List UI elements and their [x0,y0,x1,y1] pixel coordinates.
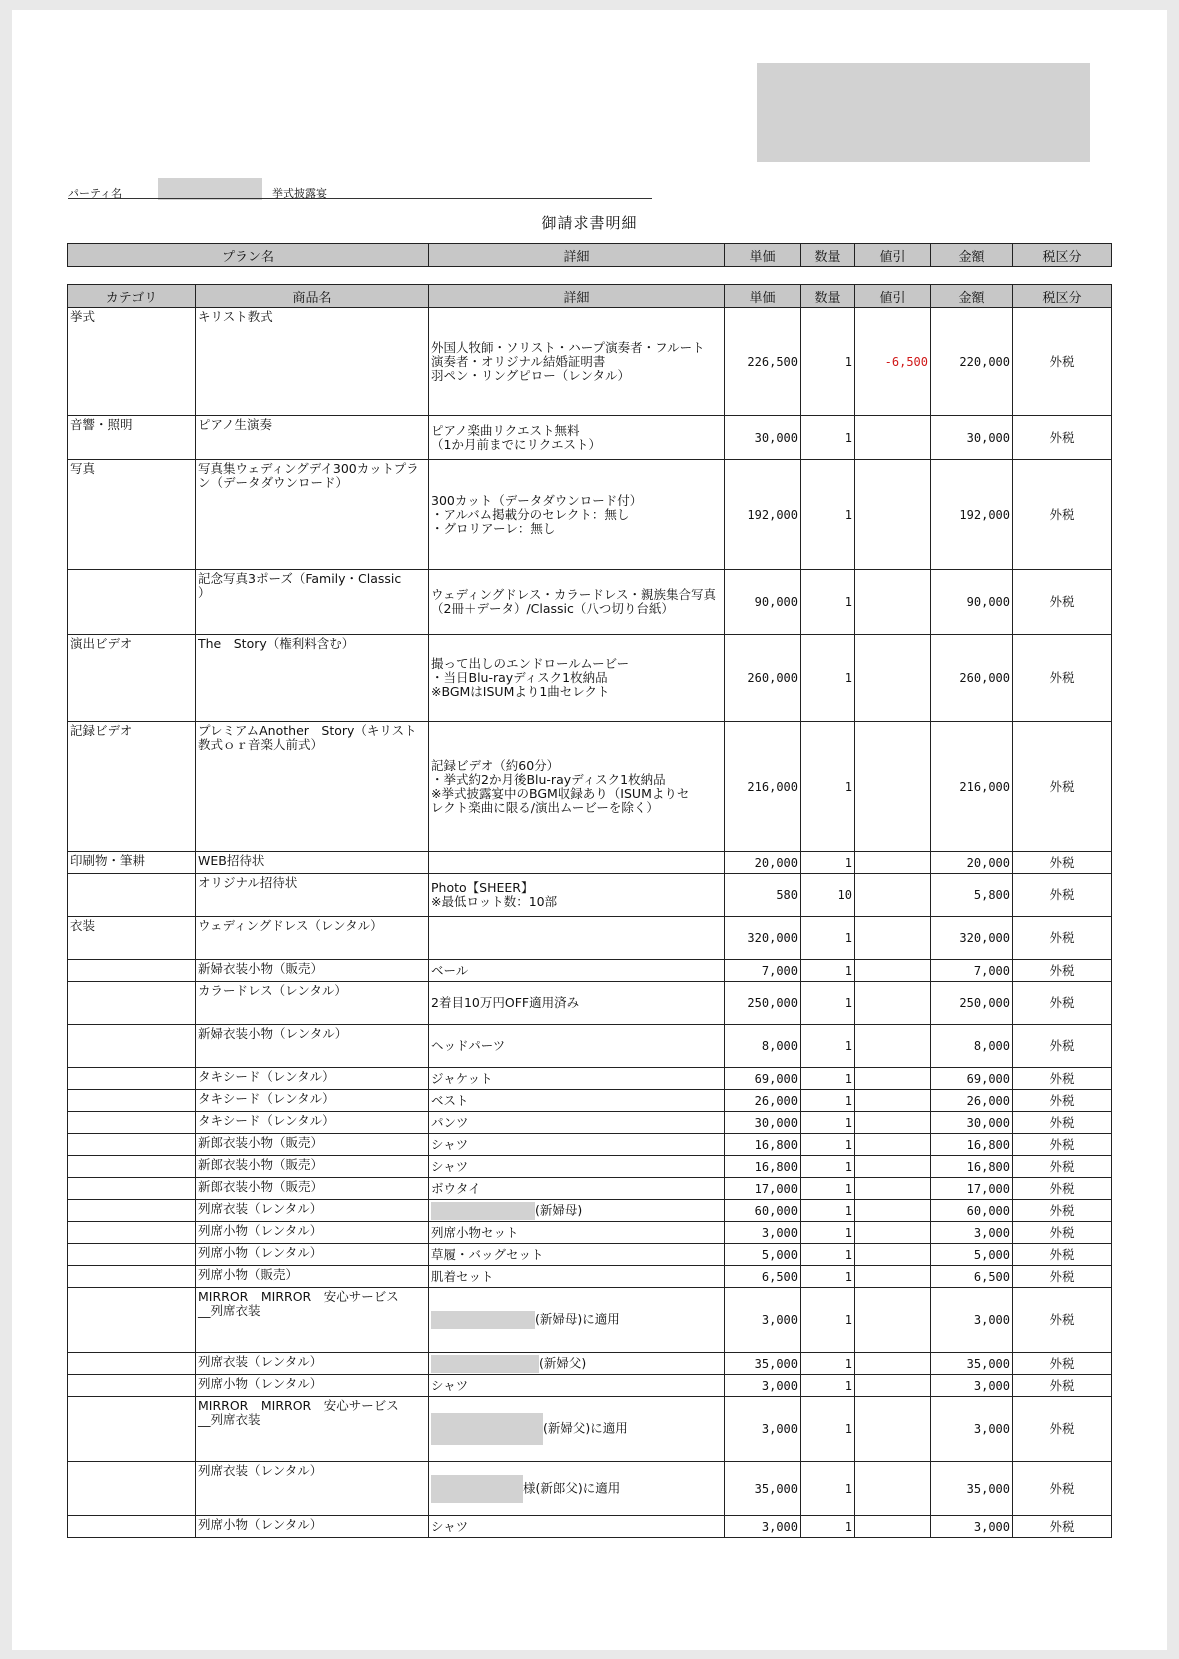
header-tax: 税区分 [1013,244,1112,267]
tax-class-cell: 外税 [1013,1288,1112,1353]
unit-price-cell: 320,000 [725,917,801,960]
amount-cell: 90,000 [931,570,1013,635]
unit-price-cell: 17,000 [725,1178,801,1200]
product-name-cell: MIRROR MIRROR 安心サービス __列席衣装 [196,1288,429,1353]
discount-cell [855,1244,931,1266]
category-cell [68,960,196,982]
party-label: パーティ名 [68,187,123,200]
detail-cell: パンツ [429,1112,725,1134]
detail-cell: ピアノ楽曲リクエスト無料 （1か月前までにリクエスト） [429,416,725,460]
product-name-cell: 列席衣装（レンタル） [196,1462,429,1516]
table-row [68,1244,1112,1266]
tax-class-cell: 外税 [1013,960,1112,982]
product-name-cell: 新郎衣装小物（販売） [196,1178,429,1200]
redacted-name [431,1355,539,1373]
category-cell: 衣装 [68,917,196,960]
table-row [68,874,1112,917]
quantity-cell: 1 [801,1178,855,1200]
redacted-logo-block [757,63,1090,162]
detail-cell [429,917,725,960]
amount-cell: 5,000 [931,1244,1013,1266]
unit-price-cell: 30,000 [725,416,801,460]
category-cell [68,1397,196,1462]
tax-class-cell: 外税 [1013,1353,1112,1375]
quantity-cell: 1 [801,1222,855,1244]
table-row [68,1353,1112,1375]
amount-cell: 3,000 [931,1222,1013,1244]
product-name-cell: ピアノ生演奏 [196,416,429,460]
plan-header-table [67,243,1112,267]
table-row [68,1266,1112,1288]
amount-cell: 17,000 [931,1178,1013,1200]
unit-price-cell: 60,000 [725,1200,801,1222]
unit-price-cell: 20,000 [725,852,801,874]
category-cell [68,874,196,917]
quantity-cell: 10 [801,874,855,917]
category-cell [68,1134,196,1156]
product-name-cell: 記念写真3ポーズ（Family・Classic ） [196,570,429,635]
detail-cell: シャツ [429,1375,725,1397]
quantity-cell: 1 [801,917,855,960]
table-row [68,416,1112,460]
product-name-cell: タキシード（レンタル） [196,1068,429,1090]
discount-cell [855,1068,931,1090]
discount-cell [855,1090,931,1112]
header-amount: 金額 [931,285,1013,308]
quantity-cell: 1 [801,1090,855,1112]
discount-cell [855,874,931,917]
unit-price-cell: 35,000 [725,1462,801,1516]
header-unit-price: 単価 [725,285,801,308]
amount-cell: 6,500 [931,1266,1013,1288]
category-cell: 演出ビデオ [68,635,196,722]
discount-cell [855,1156,931,1178]
tax-class-cell: 外税 [1013,1068,1112,1090]
detail-cell: 肌着セット [429,1266,725,1288]
discount-cell [855,1025,931,1068]
tax-class-cell: 外税 [1013,1266,1112,1288]
detail-cell: ジャケット [429,1068,725,1090]
header-amount: 金額 [931,244,1013,267]
detail-cell: Photo【SHEER】 ※最低ロット数：10部 [429,874,725,917]
product-name-cell: プレミアムAnother Story（キリスト教式ｏｒ音楽人前式） [196,722,429,852]
tax-class-cell: 外税 [1013,1134,1112,1156]
category-cell [68,1266,196,1288]
product-name-cell: 列席小物（レンタル） [196,1244,429,1266]
tax-class-cell: 外税 [1013,570,1112,635]
table-row [68,460,1112,570]
amount-cell: 8,000 [931,1025,1013,1068]
redacted-name [431,1311,535,1329]
product-name-cell: ウェディングドレス（レンタル） [196,917,429,960]
tax-class-cell: 外税 [1013,1244,1112,1266]
amount-cell: 3,000 [931,1288,1013,1353]
unit-price-cell: 250,000 [725,982,801,1025]
product-name-cell: カラードレス（レンタル） [196,982,429,1025]
tax-class-cell: 外税 [1013,1462,1112,1516]
quantity-cell: 1 [801,722,855,852]
category-cell: 挙式 [68,308,196,416]
header-tax: 税区分 [1013,285,1112,308]
unit-price-cell: 3,000 [725,1288,801,1353]
detail-cell: 記録ビデオ（約60分） ・挙式約2か月後Blu-rayディスク1枚納品 ※挙式披露宴中のBGM収録あり（ISUMよりセ レクト楽曲に限る/演出ムービーを除く） [429,722,725,852]
detail-text: (新婦父) [539,1355,587,1370]
discount-cell [855,570,931,635]
amount-cell: 220,000 [931,308,1013,416]
product-name-cell: タキシード（レンタル） [196,1090,429,1112]
category-cell [68,1178,196,1200]
table-row [68,308,1112,416]
unit-price-cell: 16,800 [725,1134,801,1156]
unit-price-cell: 3,000 [725,1222,801,1244]
header-discount: 値引 [855,244,931,267]
category-cell [68,1068,196,1090]
unit-price-cell: 90,000 [725,570,801,635]
category-cell [68,982,196,1025]
product-name-cell: 新郎衣装小物（販売） [196,1156,429,1178]
detail-cell [429,1288,725,1353]
category-cell [68,1288,196,1353]
detail-text: 様(新郎父)に適用 [523,1480,621,1495]
tax-class-cell: 外税 [1013,635,1112,722]
discount-cell [855,1462,931,1516]
unit-price-cell: 216,000 [725,722,801,852]
product-name-cell: タキシード（レンタル） [196,1112,429,1134]
quantity-cell: 1 [801,1375,855,1397]
detail-cell: 草履・バッグセット [429,1244,725,1266]
unit-price-cell: 69,000 [725,1068,801,1090]
product-name-cell: WEB招待状 [196,852,429,874]
product-name-cell: 列席小物（レンタル） [196,1516,429,1538]
category-cell [68,1462,196,1516]
category-cell: 写真 [68,460,196,570]
quantity-cell: 1 [801,1353,855,1375]
tax-class-cell: 外税 [1013,1112,1112,1134]
tax-class-cell: 外税 [1013,1178,1112,1200]
tax-class-cell: 外税 [1013,982,1112,1025]
detail-cell [429,1200,725,1222]
tax-class-cell: 外税 [1013,917,1112,960]
table-row [68,960,1112,982]
detail-cell [429,1397,725,1462]
amount-cell: 16,800 [931,1156,1013,1178]
header-qty: 数量 [801,244,855,267]
category-cell [68,1375,196,1397]
header-product-name: 商品名 [196,285,429,308]
category-cell [68,1353,196,1375]
amount-cell: 7,000 [931,960,1013,982]
table-row [68,1178,1112,1200]
unit-price-cell: 30,000 [725,1112,801,1134]
tax-class-cell: 外税 [1013,1200,1112,1222]
discount-cell [855,1375,931,1397]
quantity-cell: 1 [801,1266,855,1288]
unit-price-cell: 6,500 [725,1266,801,1288]
detail-cell: シャツ [429,1516,725,1538]
quantity-cell: 1 [801,1068,855,1090]
tax-class-cell: 外税 [1013,1025,1112,1068]
unit-price-cell: 7,000 [725,960,801,982]
tax-class-cell: 外税 [1013,460,1112,570]
table-row [68,917,1112,960]
product-name-cell: 新婦衣装小物（レンタル） [196,1025,429,1068]
discount-cell: -6,500 [855,308,931,416]
amount-cell: 60,000 [931,1200,1013,1222]
discount-cell [855,1178,931,1200]
discount-cell [855,1397,931,1462]
product-name-cell: 列席小物（レンタル） [196,1222,429,1244]
tax-class-cell: 外税 [1013,1156,1112,1178]
quantity-cell: 1 [801,1134,855,1156]
amount-cell: 250,000 [931,982,1013,1025]
category-cell [68,1222,196,1244]
detail-cell: シャツ [429,1134,725,1156]
discount-cell [855,460,931,570]
quantity-cell: 1 [801,1112,855,1134]
redacted-name [431,1413,543,1445]
quantity-cell: 1 [801,1288,855,1353]
product-name-cell: 新郎衣装小物（販売） [196,1134,429,1156]
table-row [68,1375,1112,1397]
discount-cell [855,1200,931,1222]
discount-cell [855,917,931,960]
party-line [68,176,652,199]
category-cell [68,1516,196,1538]
discount-cell [855,1134,931,1156]
header-detail: 詳細 [429,285,725,308]
tax-class-cell: 外税 [1013,1222,1112,1244]
unit-price-cell: 260,000 [725,635,801,722]
table-row [68,1222,1112,1244]
detail-cell [429,852,725,874]
amount-cell: 216,000 [931,722,1013,852]
table-row [68,1090,1112,1112]
item-header-row [68,285,1112,308]
amount-cell: 16,800 [931,1134,1013,1156]
table-row [68,1462,1112,1516]
product-name-cell: 写真集ウェディングデイ300カットプラン（データダウンロード） [196,460,429,570]
header-plan-name: プラン名 [68,244,429,267]
amount-cell: 192,000 [931,460,1013,570]
detail-cell [429,1353,725,1375]
category-cell: 音響・照明 [68,416,196,460]
detail-text: (新婦父)に適用 [543,1420,628,1436]
plan-header-row [68,244,1112,267]
detail-cell: ベール [429,960,725,982]
quantity-cell: 1 [801,635,855,722]
discount-cell [855,960,931,982]
quantity-cell: 1 [801,1462,855,1516]
discount-cell [855,1516,931,1538]
table-row [68,1025,1112,1068]
table-row [68,1288,1112,1353]
table-row [68,722,1112,852]
product-name-cell: MIRROR MIRROR 安心サービス __列席衣装 [196,1397,429,1462]
category-cell [68,1200,196,1222]
unit-price-cell: 192,000 [725,460,801,570]
header-qty: 数量 [801,285,855,308]
category-cell: 記録ビデオ [68,722,196,852]
item-body [68,308,1112,1538]
detail-cell: 300カット（データダウンロード付） ・アルバム掲載分のセレクト：無し ・グロリアーレ：無し [429,460,725,570]
category-cell [68,1244,196,1266]
table-row [68,1112,1112,1134]
amount-cell: 3,000 [931,1516,1013,1538]
amount-cell: 30,000 [931,416,1013,460]
unit-price-cell: 3,000 [725,1516,801,1538]
table-row [68,1156,1112,1178]
unit-price-cell: 16,800 [725,1156,801,1178]
tax-class-cell: 外税 [1013,1375,1112,1397]
product-name-cell: 列席小物（販売） [196,1266,429,1288]
product-name-cell: オリジナル招待状 [196,874,429,917]
unit-price-cell: 8,000 [725,1025,801,1068]
category-cell [68,1090,196,1112]
discount-cell [855,1112,931,1134]
redacted-name [431,1475,523,1503]
detail-cell: 外国人牧師・ソリスト・ハープ演奏者・フルート 演奏者・オリジナル結婚証明書 羽ペン・リングピロー（レンタル） [429,308,725,416]
detail-cell: シャツ [429,1156,725,1178]
discount-cell [855,416,931,460]
detail-cell [429,1462,725,1516]
amount-cell: 35,000 [931,1353,1013,1375]
invoice-items-table [67,284,1112,1538]
product-name-cell: The Story（権利料含む） [196,635,429,722]
amount-cell: 320,000 [931,917,1013,960]
unit-price-cell: 5,000 [725,1244,801,1266]
category-cell [68,1025,196,1068]
detail-cell: ベスト [429,1090,725,1112]
amount-cell: 26,000 [931,1090,1013,1112]
header-unit-price: 単価 [725,244,801,267]
tax-class-cell: 外税 [1013,416,1112,460]
product-name-cell: キリスト教式 [196,308,429,416]
amount-cell: 69,000 [931,1068,1013,1090]
redacted-name [431,1202,535,1220]
amount-cell: 20,000 [931,852,1013,874]
category-cell [68,570,196,635]
tax-class-cell: 外税 [1013,722,1112,852]
tax-class-cell: 外税 [1013,308,1112,416]
table-row [68,852,1112,874]
detail-cell: 列席小物セット [429,1222,725,1244]
detail-cell: ヘッドパーツ [429,1025,725,1068]
document-title: 御請求書明細 [541,214,638,232]
discount-cell [855,1222,931,1244]
tax-class-cell: 外税 [1013,852,1112,874]
header-discount: 値引 [855,285,931,308]
quantity-cell: 1 [801,1200,855,1222]
tax-class-cell: 外税 [1013,1397,1112,1462]
discount-cell [855,635,931,722]
amount-cell: 260,000 [931,635,1013,722]
detail-text: (新婦母) [535,1202,583,1217]
amount-cell: 30,000 [931,1112,1013,1134]
quantity-cell: 1 [801,1244,855,1266]
table-row [68,635,1112,722]
category-cell [68,1156,196,1178]
discount-cell [855,852,931,874]
discount-cell [855,1288,931,1353]
quantity-cell: 1 [801,570,855,635]
quantity-cell: 1 [801,308,855,416]
table-row [68,1516,1112,1538]
quantity-cell: 1 [801,1516,855,1538]
discount-cell [855,722,931,852]
table-row [68,1134,1112,1156]
tax-class-cell: 外税 [1013,874,1112,917]
tax-class-cell: 外税 [1013,1516,1112,1538]
detail-text: (新婦母)に適用 [535,1311,620,1327]
table-row [68,1068,1112,1090]
quantity-cell: 1 [801,982,855,1025]
quantity-cell: 1 [801,1156,855,1178]
product-name-cell: 新婦衣装小物（販売） [196,960,429,982]
unit-price-cell: 26,000 [725,1090,801,1112]
amount-cell: 35,000 [931,1462,1013,1516]
unit-price-cell: 226,500 [725,308,801,416]
quantity-cell: 1 [801,1025,855,1068]
detail-cell: ウェディングドレス・カラードレス・親族集合写真 （2冊＋データ）/Classic（八つ切り台紙） [429,570,725,635]
product-name-cell: 列席衣装（レンタル） [196,1353,429,1375]
detail-cell: 2着目10万円OFF適用済み [429,982,725,1025]
header-detail: 詳細 [429,244,725,267]
party-value: 挙式披露宴 [272,187,327,200]
table-row [68,1397,1112,1462]
table-row [68,982,1112,1025]
quantity-cell: 1 [801,960,855,982]
unit-price-cell: 580 [725,874,801,917]
product-name-cell: 列席衣装（レンタル） [196,1200,429,1222]
category-cell: 印刷物・筆耕 [68,852,196,874]
discount-cell [855,982,931,1025]
quantity-cell: 1 [801,460,855,570]
amount-cell: 3,000 [931,1397,1013,1462]
unit-price-cell: 35,000 [725,1353,801,1375]
discount-cell [855,1266,931,1288]
table-row [68,570,1112,635]
unit-price-cell: 3,000 [725,1397,801,1462]
product-name-cell: 列席小物（レンタル） [196,1375,429,1397]
quantity-cell: 1 [801,416,855,460]
detail-cell: 撮って出しのエンドロールムービー ・当日Blu-rayディスク1枚納品 ※BGMはISUMより1曲セレクト [429,635,725,722]
table-row [68,1200,1112,1222]
amount-cell: 5,800 [931,874,1013,917]
quantity-cell: 1 [801,852,855,874]
quantity-cell: 1 [801,1397,855,1462]
amount-cell: 3,000 [931,1375,1013,1397]
header-category: カテゴリ [68,285,196,308]
category-cell [68,1112,196,1134]
unit-price-cell: 3,000 [725,1375,801,1397]
tax-class-cell: 外税 [1013,1090,1112,1112]
detail-cell: ボウタイ [429,1178,725,1200]
discount-cell [855,1353,931,1375]
